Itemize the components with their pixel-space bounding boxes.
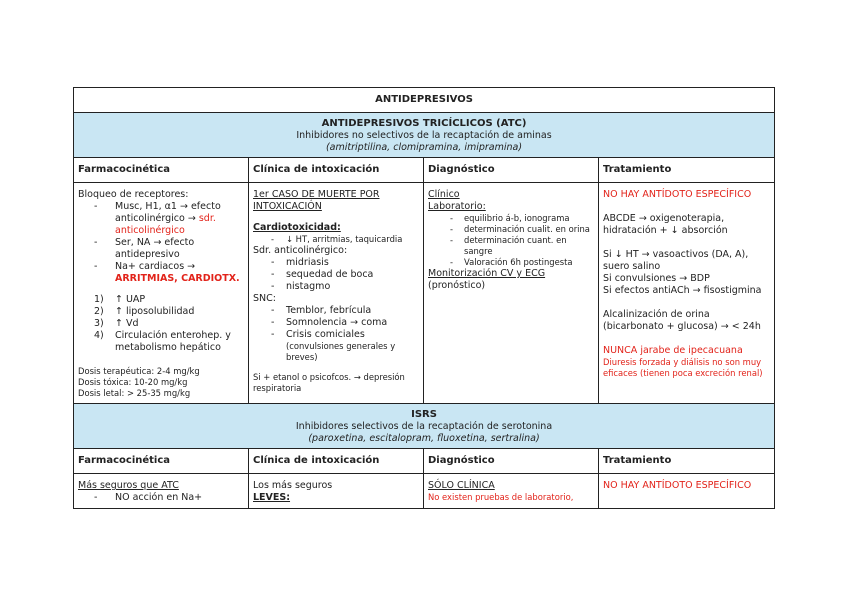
isrs-section-header bbox=[74, 404, 775, 449]
sdr-label: Sdr. anticolinérgico: bbox=[253, 245, 348, 256]
col-treatment: Tratamiento bbox=[599, 158, 775, 183]
snc-label: SNC: bbox=[253, 293, 276, 304]
isrs-examples: (paroxetina, escitalopram, fluoxetina, sertralina) bbox=[308, 433, 540, 444]
numbered-item: 3) ↑ Vd bbox=[94, 318, 139, 329]
diuresis-note: Diuresis forzada y diálisis no son muy eficaces (tienen poca excreción renal) bbox=[603, 357, 763, 378]
list-item: - equilibrio á-b, ionograma bbox=[450, 213, 570, 223]
isrs-subtitle: Inhibidores selectivos de la recaptación de serotonina bbox=[295, 421, 553, 432]
respiratory-depression-note: Si + etanol o psicofcos. → depresión respiratoria bbox=[253, 372, 405, 393]
isrs-pharmacokinetics-cell bbox=[74, 474, 249, 509]
convulsions-text: Si convulsiones → BDP bbox=[603, 273, 710, 284]
isrs-no-antidote-text: NO HAY ANTÍDOTO ESPECÍFICO bbox=[603, 480, 752, 491]
first-death-case: 1er CASO DE MUERTE POR INTOXICACIÓN bbox=[253, 189, 380, 212]
antidepressants-table bbox=[73, 87, 775, 509]
list-item: - Crisis comiciales bbox=[271, 329, 365, 340]
list-item: - NO acción en Na+ bbox=[94, 492, 203, 503]
clinical-diagnosis: Clínico bbox=[428, 189, 460, 200]
safest-text: Los más seguros bbox=[253, 480, 333, 491]
col-treatment: Tratamiento bbox=[599, 449, 775, 474]
isrs-treatment-cell bbox=[599, 474, 775, 509]
col-pharmacokinetics: Farmacocinética bbox=[74, 158, 249, 183]
list-item: - nistagmo bbox=[271, 281, 331, 292]
col-pharmacokinetics: Farmacocinética bbox=[74, 449, 249, 474]
list-item: - Somnolencia → coma bbox=[271, 317, 388, 328]
list-item: - Musc, H1, α1 → efecto anticolinérgico → sdr. anticolinérgico bbox=[94, 201, 221, 236]
atc-heading: ANTIDEPRESIVOS TRICÍCLICOS (ATC) bbox=[321, 118, 527, 129]
numbered-item: 2) ↑ liposolubilidad bbox=[94, 306, 195, 317]
list-item: - Temblor, febrícula bbox=[271, 305, 372, 316]
atc-clinical-cell bbox=[249, 183, 424, 404]
list-item: - midriasis bbox=[271, 257, 329, 268]
seizure-note: (convulsiones generales y breves) bbox=[286, 341, 396, 362]
isrs-clinical-cell bbox=[249, 474, 424, 509]
col-diagnosis: Diagnóstico bbox=[424, 158, 599, 183]
atc-column-headers bbox=[74, 158, 775, 183]
arrhythmia-text: ARRITMIAS, CARDIOTX. bbox=[115, 273, 240, 284]
col-clinical: Clínica de intoxicación bbox=[249, 158, 424, 183]
list-item: - Valoración 6h postingesta bbox=[450, 257, 573, 267]
monitoring-note: (pronóstico) bbox=[428, 280, 486, 291]
list-item: - Na+ cardiacos → ARRITMIAS, CARDIOTX. bbox=[94, 261, 240, 284]
dose-toxic: Dosis tóxica: 10-20 mg/kg bbox=[78, 377, 188, 387]
atc-pharmacokinetics-cell bbox=[74, 183, 249, 404]
col-clinical: Clínica de intoxicación bbox=[249, 449, 424, 474]
table-title: ANTIDEPRESIVOS bbox=[74, 88, 775, 113]
alkalinization-text: Alcalinización de orina (bicarbonato + glucosa) → < 24h bbox=[603, 309, 761, 332]
laboratory-label: Laboratorio: bbox=[428, 201, 486, 212]
hypotension-text: Si ↓ HT → vasoactivos (DA, A), suero salino bbox=[603, 249, 749, 272]
abcde-text: ABCDE → oxigenoterapia, hidratación + ↓ absorción bbox=[603, 213, 728, 236]
ipecac-warning: NUNCA jarabe de ipecacuana bbox=[603, 345, 743, 356]
list-item: - determinación cuant. en sangre bbox=[450, 235, 567, 256]
atc-content-row bbox=[74, 183, 775, 404]
atc-treatment-cell bbox=[599, 183, 775, 404]
dose-lethal: Dosis letal: > 25-35 mg/kg bbox=[78, 388, 191, 398]
atc-examples: (amitriptilina, clomipramina, imipramina) bbox=[325, 142, 523, 153]
isrs-column-headers bbox=[74, 449, 775, 474]
isrs-heading: ISRS bbox=[411, 409, 437, 420]
clinical-only-text: SÓLO CLÍNICA bbox=[428, 480, 495, 491]
sdr-anticholinergic-text: sdr. anticolinérgico bbox=[115, 213, 216, 236]
isrs-content-row bbox=[74, 474, 775, 509]
no-antidote-text: NO HAY ANTÍDOTO ESPECÍFICO bbox=[603, 189, 752, 200]
list-item: - sequedad de boca bbox=[271, 269, 374, 280]
list-item: - Ser, NA → efecto antidepresivo bbox=[94, 237, 195, 260]
atc-subtitle: Inhibidores no selectivos de la recaptación de aminas bbox=[296, 130, 552, 141]
mild-label: LEVES: bbox=[253, 492, 291, 503]
atc-section-header bbox=[74, 113, 775, 158]
safer-than-atc: Más seguros que ATC bbox=[78, 480, 179, 491]
antiach-text: Si efectos antiACh → fisostigmina bbox=[603, 285, 762, 296]
dose-therapeutic: Dosis terapéutica: 2-4 mg/kg bbox=[78, 366, 200, 376]
numbered-item: 1) ↑ UAP bbox=[94, 294, 146, 305]
pk-intro: Bloqueo de receptores: bbox=[78, 189, 189, 200]
cardiotoxicity-label: Cardiotoxicidad: bbox=[253, 222, 341, 233]
list-item: - ↓ HT, arritmias, taquicardia bbox=[271, 234, 403, 244]
monitoring-label: Monitorización CV y ECG bbox=[428, 268, 546, 279]
atc-diagnosis-cell bbox=[424, 183, 599, 404]
list-item: - determinación cualit. en orina bbox=[450, 224, 590, 234]
col-diagnosis: Diagnóstico bbox=[424, 449, 599, 474]
no-lab-tests-note: No existen pruebas de laboratorio, bbox=[428, 492, 574, 502]
document-page bbox=[73, 87, 773, 509]
isrs-diagnosis-cell bbox=[424, 474, 599, 509]
numbered-item: 4) Circulación enterohep. y metabolismo hepático bbox=[94, 330, 231, 353]
